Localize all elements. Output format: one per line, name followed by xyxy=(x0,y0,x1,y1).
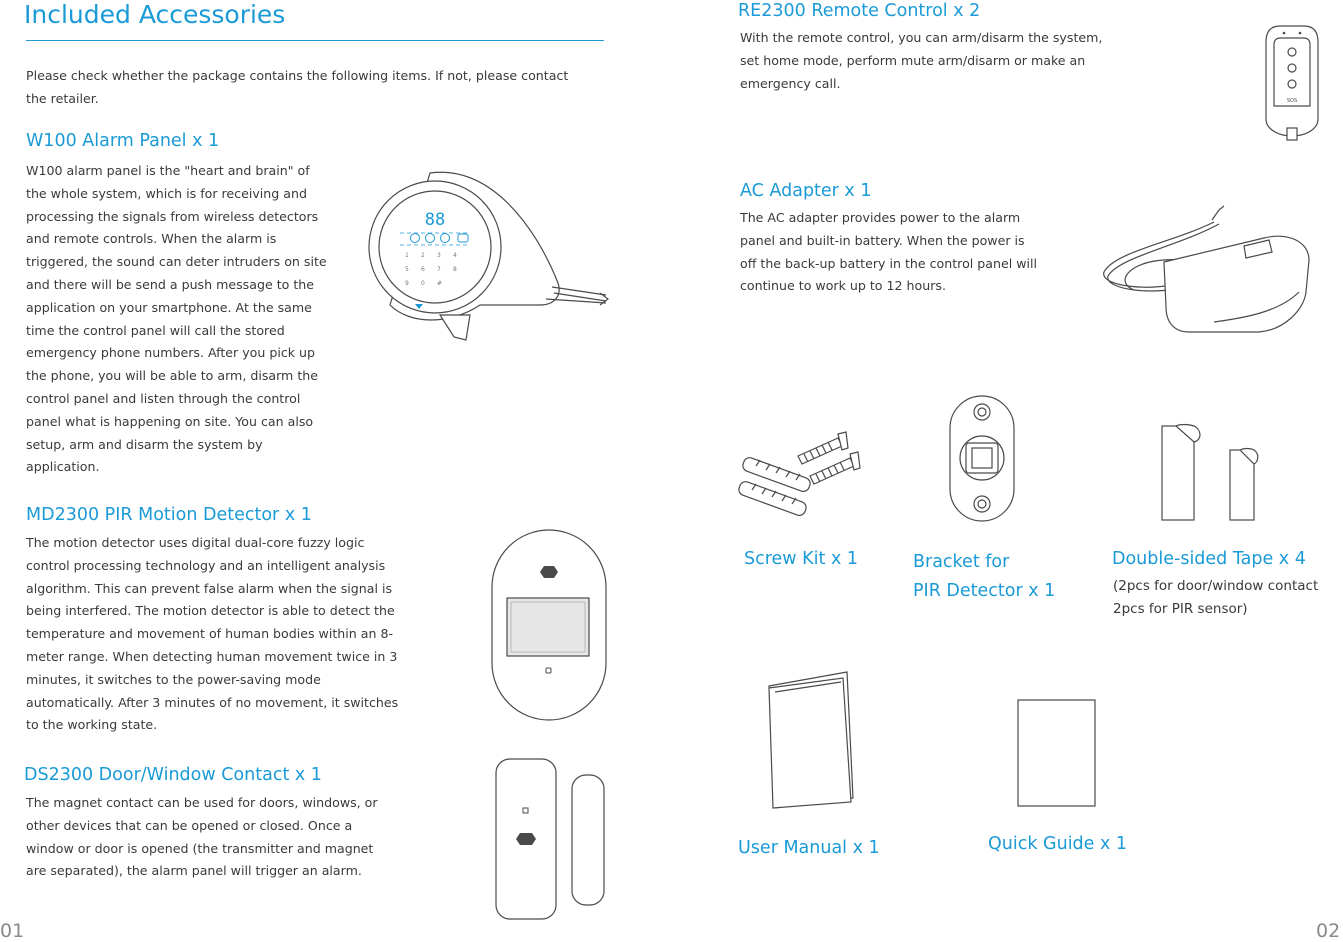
user-manual-title: User Manual x 1 xyxy=(738,838,880,858)
adapter-title: AC Adapter x 1 xyxy=(740,181,872,201)
panel-display: 88 xyxy=(424,210,446,230)
desc-line: minutes, it switches to the power-saving mode xyxy=(26,671,321,687)
desc-line: emergency call. xyxy=(740,75,841,91)
pir-detector-illustration xyxy=(490,528,610,723)
desc-line: 2pcs for PIR sensor) xyxy=(1113,600,1248,617)
desc-line: control processing technology and an intelligent analysis xyxy=(26,557,386,573)
desc-line: The magnet contact can be used for doors, windows, or xyxy=(26,795,378,810)
panel-key: 7 xyxy=(437,266,441,273)
door-contact-illustration xyxy=(494,757,609,922)
user-manual-illustration xyxy=(765,668,860,813)
quick-guide-illustration xyxy=(1016,698,1098,808)
remote-sos-label: SOS xyxy=(1286,98,1298,104)
ac-adapter-illustration xyxy=(1094,202,1343,334)
panel-key: 9 xyxy=(405,280,409,287)
desc-line: automatically. After 3 minutes of no movement, it switches xyxy=(26,694,399,710)
bracket-title-line: PIR Detector x 1 xyxy=(913,581,1056,601)
desc-line: algorithm. This can prevent false alarm when the signal is xyxy=(26,580,393,596)
desc-line: window or door is opened (the transmitter and magnet xyxy=(26,840,374,856)
alarm-panel-title: W100 Alarm Panel x 1 xyxy=(26,131,220,151)
remote-description xyxy=(740,27,1102,95)
desc-line: and there will be send a push message to the xyxy=(26,276,315,292)
panel-key: 3 xyxy=(437,252,441,259)
door-logo-icon xyxy=(516,833,536,845)
remote-control-illustration xyxy=(1262,24,1322,146)
double-sided-tape-illustration xyxy=(1158,422,1258,522)
desc-line: to the working state. xyxy=(26,717,158,733)
door-contact-description xyxy=(26,792,378,883)
alarm-panel-illustration xyxy=(370,165,610,345)
screw-kit-illustration xyxy=(738,428,868,523)
desc-line: setup, arm and disarm the system by xyxy=(26,436,263,452)
desc-line: control panel and listen through the control xyxy=(26,390,301,406)
desc-line: are separated), the alarm panel will trigger an alarm. xyxy=(26,863,362,879)
title-divider xyxy=(26,40,604,41)
adapter-description xyxy=(740,207,1037,298)
desc-line: the phone, you will be able to arm, disarm the xyxy=(26,368,318,384)
tape-description xyxy=(1113,575,1318,621)
intro-text xyxy=(26,65,568,111)
alarm-panel-description xyxy=(26,160,327,479)
desc-line: triggered, the sound can deter intruders on site xyxy=(26,254,327,270)
pir-lens xyxy=(507,598,589,656)
intro-line: Please check whether the package contains the following items. If not, please contact xyxy=(26,68,569,83)
panel-key: 4 xyxy=(453,252,457,259)
desc-line: the whole system, which is for receiving and xyxy=(26,185,307,201)
desc-line: temperature and movement of human bodies within an 8- xyxy=(26,626,394,642)
page-number-left: 01 xyxy=(0,920,25,942)
desc-line: time the control panel will call the stored xyxy=(26,322,285,338)
panel-key: 6 xyxy=(421,266,425,273)
page-number-right: 02 xyxy=(1316,920,1341,942)
desc-line: W100 alarm panel is the "heart and brain" of xyxy=(26,163,310,178)
desc-line: panel what is happening on site. You can also xyxy=(26,413,314,429)
desc-line: emergency phone numbers. After you pick up xyxy=(26,345,316,361)
desc-line: With the remote control, you can arm/disarm the system, xyxy=(740,30,1103,45)
desc-line: meter range. When detecting human movement twice in 3 xyxy=(26,648,398,664)
desc-line: off the back-up battery in the control panel will xyxy=(740,255,1038,271)
page-title: Included Accessories xyxy=(24,0,286,29)
desc-line: panel and built-in battery. When the power is xyxy=(740,232,1025,248)
pir-bracket-illustration xyxy=(946,393,1018,525)
desc-line: other devices that can be opened or closed. Once a xyxy=(26,817,353,833)
panel-key: # xyxy=(437,280,443,287)
desc-line: continue to work up to 12 hours. xyxy=(740,278,946,294)
tape-title: Double-sided Tape x 4 xyxy=(1112,549,1306,569)
remote-title: RE2300 Remote Control x 2 xyxy=(738,1,981,21)
door-contact-title: DS2300 Door/Window Contact x 1 xyxy=(24,765,322,785)
desc-line: set home mode, perform mute arm/disarm or make an xyxy=(740,52,1086,68)
screw-icon xyxy=(798,432,848,464)
pir-title: MD2300 PIR Motion Detector x 1 xyxy=(26,505,312,525)
desc-line: The AC adapter provides power to the alarm xyxy=(740,210,1021,225)
desc-line: application on your smartphone. At the same xyxy=(26,299,312,315)
bracket-title-line: Bracket for xyxy=(913,552,1010,572)
quick-guide-title: Quick Guide x 1 xyxy=(988,834,1128,854)
desc-line: being interfered. The motion detector is able to detect the xyxy=(26,603,395,619)
desc-line: and remote controls. When the alarm is xyxy=(26,231,277,247)
pir-description xyxy=(26,532,398,737)
panel-key: 1 xyxy=(405,252,409,259)
panel-key: 0 xyxy=(421,280,425,287)
desc-line: processing the signals from wireless detectors xyxy=(26,208,319,224)
desc-line: (2pcs for door/window contact xyxy=(1113,578,1319,594)
desc-line: The motion detector uses digital dual-core fuzzy logic xyxy=(26,535,365,550)
panel-key: 2 xyxy=(421,252,425,259)
bracket-title xyxy=(913,548,1055,606)
panel-key: 5 xyxy=(405,266,409,273)
screw-kit-title: Screw Kit x 1 xyxy=(744,549,858,569)
panel-key: 8 xyxy=(453,266,457,273)
intro-line: the retailer. xyxy=(26,90,99,106)
door-magnet xyxy=(572,775,604,905)
desc-line: application. xyxy=(26,459,100,475)
